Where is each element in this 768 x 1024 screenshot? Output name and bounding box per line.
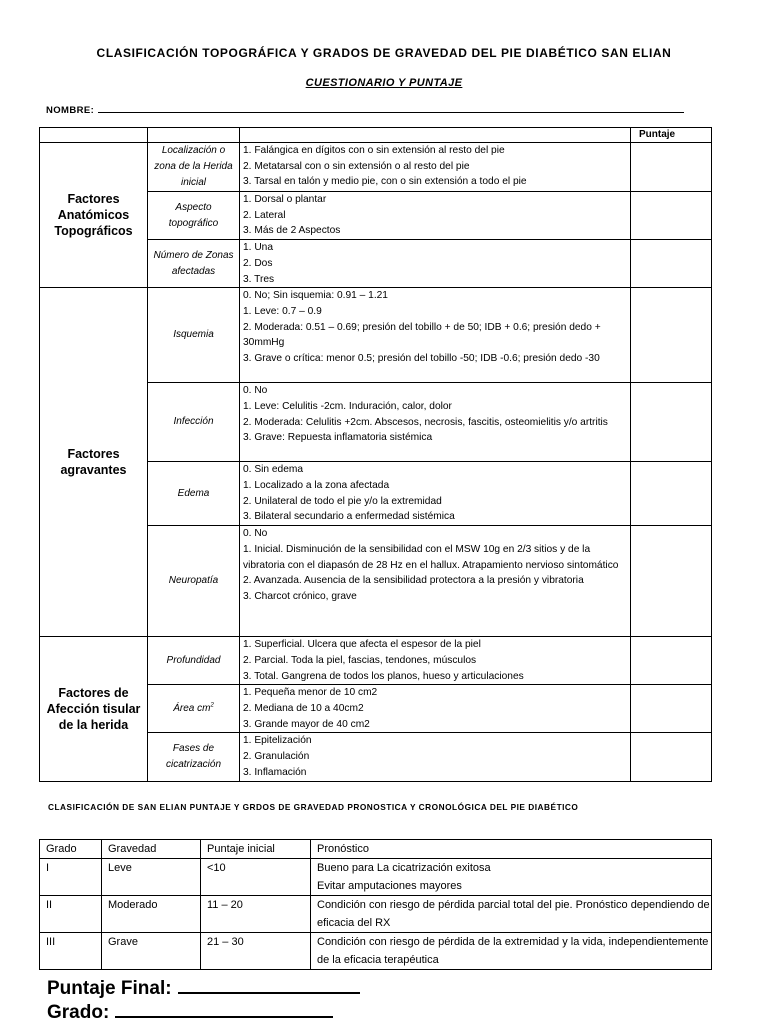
option-item: 3. Tarsal en talón y medio pie, con o sin extensión a todo el pie (243, 176, 527, 188)
score-input-cell[interactable] (631, 733, 712, 781)
option-item: 1. Localizado a la zona afectada (243, 479, 390, 491)
subfactor-cell (148, 462, 240, 526)
option-item: 2. Mediana de 10 a 40cm2 (243, 703, 364, 715)
option-item: 2. Parcial. Toda la piel, fascias, tendones, músculos (243, 654, 477, 666)
option-item: 1. Inicial. Disminución de la sensibilidad con el MSW 10g en 2/3 sitios y de la vibratoria con el diapasón de 28 Hz en el hallux. Atrapamiento nervioso sintomático (243, 543, 619, 571)
subfactor-label: Número de Zonas afectadas (153, 249, 234, 277)
header-cell-empty (40, 128, 148, 143)
option-item: 0. No (243, 385, 268, 397)
option-item: 3. Total. Gangrena de todos los planos, hueso y articulaciones (243, 670, 524, 682)
subfactor-cell (148, 733, 240, 781)
option-item: 3. Grande mayor de 40 cm2 (243, 718, 370, 730)
options-cell (240, 637, 631, 685)
score-input-cell[interactable] (631, 526, 712, 637)
option-item: 2. Moderada: 0.51 – 0.69; presión del tobillo + de 50; IDB + 0.6; presión dedo + 30mmHg (243, 321, 601, 349)
option-item: 3. Grave: Repuesta inflamatoria sistémica (243, 432, 433, 444)
score-input-cell[interactable] (631, 143, 712, 192)
subfactor-label: Isquemia (173, 329, 214, 341)
option-item: 3. Tres (243, 273, 275, 285)
puntaje-final-field (47, 975, 360, 1000)
subfactor-label: Área cm (173, 702, 211, 714)
options-cell (240, 143, 631, 192)
grades-header-cell: Grado (40, 840, 102, 859)
factor-cell: Factores de Afección tisular de la herida (40, 637, 148, 781)
grades-row (40, 933, 712, 970)
table-row (40, 143, 712, 192)
table-row (40, 637, 712, 685)
subfactor-cell (148, 240, 240, 288)
document-subtitle: CUESTIONARIO Y PUNTAJE (305, 77, 463, 89)
option-item: 3. Bilateral secundario a enfermedad sistémica (243, 511, 455, 523)
subfactor-cell (148, 288, 240, 383)
options-cell (240, 685, 631, 733)
factor-cell: Factores Anatómicos Topográficos (40, 143, 148, 288)
score-input-cell[interactable] (631, 383, 712, 462)
grades-cell: Moderado (102, 896, 201, 933)
score-input-cell[interactable] (631, 288, 712, 383)
option-item: 2. Lateral (243, 209, 286, 221)
grades-header-cell: Puntaje inicial (201, 840, 311, 859)
score-input-cell[interactable] (631, 685, 712, 733)
option-item: 1. Falángica en dígitos con o sin extensión al resto del pie (243, 145, 505, 156)
grades-cell: Grave (102, 933, 201, 970)
subfactor-superscript: 2 (210, 702, 214, 709)
grades-cell: 11 – 20 (201, 896, 311, 933)
grado-input-line[interactable] (115, 999, 333, 1018)
grades-header-row (40, 840, 712, 859)
nombre-label: NOMBRE: (46, 105, 95, 116)
subfactor-label: Profundidad (166, 654, 221, 666)
puntaje-final-input-line[interactable] (178, 975, 360, 994)
grades-cell: Bueno para La cicatrización exitosa Evitar amputaciones mayores (311, 859, 712, 896)
nombre-input-line[interactable] (98, 102, 684, 113)
grades-row (40, 859, 712, 896)
option-item: 1. Superficial. Ulcera que afecta el espesor de la piel (243, 639, 481, 651)
options-cell (240, 288, 631, 383)
option-item: 3. Charcot crónico, grave (243, 591, 357, 603)
option-item: 2. Moderada: Celulitis +2cm. Abscesos, necrosis, fascitis, osteomielitis y/o artritis (243, 416, 608, 428)
score-input-cell[interactable] (631, 240, 712, 288)
subfactor-cell (148, 143, 240, 192)
option-item: 1. Dorsal o plantar (243, 194, 327, 205)
grades-cell: I (40, 859, 102, 896)
grades-table (39, 839, 712, 970)
option-item: 1. Leve: 0.7 – 0.9 (243, 305, 322, 317)
options-cell (240, 192, 631, 240)
puntaje-final-label: Puntaje Final: (47, 978, 172, 999)
option-item: 1. Epitelización (243, 735, 312, 747)
grades-header-cell: Pronóstico (311, 840, 712, 859)
options-cell (240, 733, 631, 781)
subfactor-cell (148, 192, 240, 240)
options-cell (240, 383, 631, 462)
table-row (40, 288, 712, 383)
option-item: 0. Sin edema (243, 464, 304, 476)
option-item: 1. Una (243, 242, 274, 254)
option-item: 1. Pequeña menor de 10 cm2 (243, 687, 378, 699)
option-item: 1. Leve: Celulitis -2cm. Induración, calor, dolor (243, 400, 452, 412)
subfactor-label: Aspecto topográfico (168, 201, 219, 229)
grades-cell: III (40, 933, 102, 970)
score-header: Puntaje (631, 128, 712, 143)
grades-section-title: CLASIFICACIÓN DE SAN ELIAN PUNTAJE Y GRDOS DE GRAVEDAD PRONOSTICA Y CRONOLÓGICA DEL PIE DIABÉTICO (48, 802, 579, 812)
grades-row (40, 896, 712, 933)
subfactor-label: Neuropatía (168, 575, 219, 587)
option-item: 2. Granulación (243, 751, 310, 763)
questionnaire-table (39, 127, 712, 782)
grado-field (47, 999, 333, 1024)
option-item: 2. Unilateral de todo el pie y/o la extremidad (243, 495, 442, 507)
grades-cell: Condición con riesgo de pérdida de la extremidad y la vida, independientemente de la eficacia terapéutica (311, 933, 712, 970)
option-item: 2. Dos (243, 257, 273, 269)
grado-label: Grado: (47, 1002, 110, 1023)
score-input-cell[interactable] (631, 192, 712, 240)
table-header-row (40, 128, 712, 143)
grades-header-cell: Gravedad (102, 840, 201, 859)
option-item: 3. Inflamación (243, 766, 307, 778)
options-cell (240, 240, 631, 288)
header-cell-empty (148, 128, 240, 143)
document-title: CLASIFICACIÓN TOPOGRÁFICA Y GRADOS DE GRAVEDAD DEL PIE DIABÉTICO SAN ELIAN (96, 46, 672, 60)
subfactor-label: Fases de cicatrización (165, 742, 222, 770)
header-cell-empty (240, 128, 631, 143)
option-item: 3. Más de 2 Aspectos (243, 225, 341, 237)
grades-cell: Condición con riesgo de pérdida parcial total del pie. Pronóstico dependiendo de eficacia del RX (311, 896, 712, 933)
option-item: 3. Grave o crítica: menor 0.5; presión del tobillo -50; IDB -0.6; presión dedo -30 (243, 353, 600, 365)
nombre-field (46, 102, 684, 116)
grades-cell: 21 – 30 (201, 933, 311, 970)
grades-cell: II (40, 896, 102, 933)
subfactor-cell (148, 685, 240, 733)
score-input-cell[interactable] (631, 637, 712, 685)
options-cell (240, 462, 631, 526)
subfactor-cell (148, 383, 240, 462)
grades-cell: <10 (201, 859, 311, 896)
options-cell (240, 526, 631, 637)
grades-cell: Leve (102, 859, 201, 896)
option-item: 0. No; Sin isquemia: 0.91 – 1.21 (243, 290, 388, 302)
subfactor-label: Edema (177, 487, 210, 499)
option-item: 2. Avanzada. Ausencia de la sensibilidad protectora a la presión y vibratoria (243, 575, 584, 587)
subfactor-cell (148, 637, 240, 685)
factor-cell: Factores agravantes (40, 288, 148, 637)
subfactor-cell (148, 526, 240, 637)
subfactor-label: Infección (173, 416, 214, 428)
score-input-cell[interactable] (631, 462, 712, 526)
option-item: 2. Metatarsal con o sin extensión o al resto del pie (243, 160, 470, 172)
option-item: 0. No (243, 528, 268, 540)
subfactor-label: Localización o zona de la Herida inicial (154, 145, 233, 188)
